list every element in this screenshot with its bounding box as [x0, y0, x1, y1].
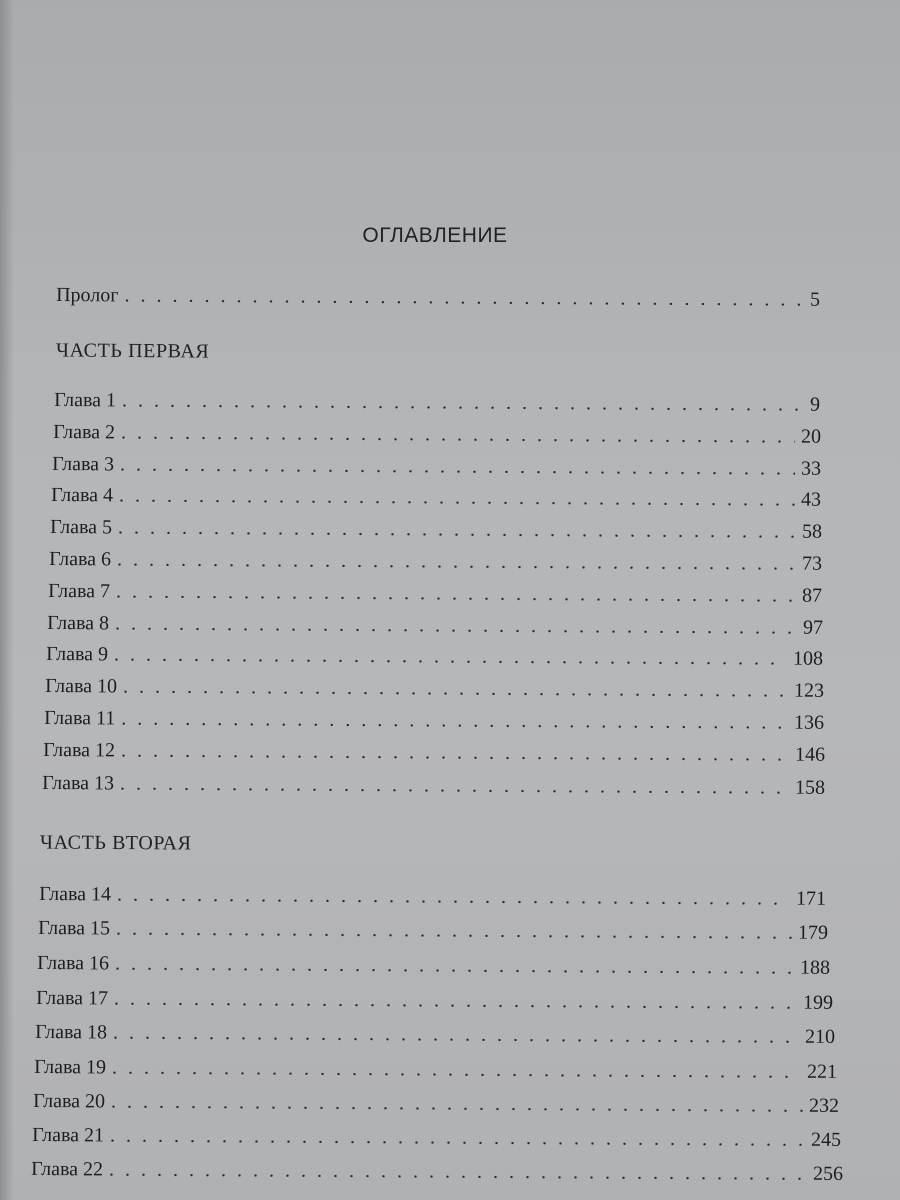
- toc-entry-label: Глава 7: [48, 580, 111, 603]
- toc-entry-label: Глава 16: [37, 952, 110, 975]
- part-two-heading: ЧАСТЬ ВТОРАЯ: [40, 831, 192, 855]
- toc-entry-label: Глава 9: [46, 643, 109, 666]
- toc-entry-label: Глава 10: [45, 675, 118, 698]
- toc-leader-dots: [116, 580, 796, 607]
- toc-entry-page: 97: [803, 616, 824, 639]
- toc-leader-dots: [121, 421, 795, 448]
- toc-entry-chapter: [50, 516, 822, 549]
- toc-entry-page: 199: [803, 991, 834, 1014]
- toc-entry-chapter: [46, 643, 823, 676]
- toc-entry-page: 136: [794, 711, 825, 734]
- toc-entry-prologue: [56, 284, 820, 317]
- toc-entry-chapter: [51, 484, 821, 517]
- toc-entry-label: Глава 21: [32, 1124, 105, 1147]
- toc-leader-dots: [114, 643, 787, 670]
- toc-entry-chapter: [47, 612, 823, 645]
- toc-leader-dots: [121, 739, 789, 766]
- toc-entry-chapter: [52, 453, 821, 486]
- toc-leader-dots: [115, 612, 797, 639]
- toc-entry-label: Глава 8: [47, 612, 110, 635]
- toc-leader-dots: [110, 1124, 805, 1151]
- toc-entry-chapter: [54, 389, 820, 422]
- toc-leader-dots: [117, 883, 790, 910]
- page-binding-shadow: [0, 0, 14, 1200]
- toc-entry-label: Глава 3: [52, 453, 115, 476]
- toc-entry-page: 221: [807, 1060, 838, 1083]
- toc-entry-chapter: [33, 1090, 839, 1123]
- part-one-heading: ЧАСТЬ ПЕРВАЯ: [56, 339, 210, 363]
- toc-entry-page: 43: [801, 488, 822, 511]
- toc-leader-dots: [121, 707, 788, 734]
- toc-leader-dots: [116, 917, 792, 944]
- toc-entry-chapter: [43, 739, 825, 772]
- toc-entry-label: Глава 4: [51, 484, 114, 507]
- toc-entry-chapter: [32, 1124, 841, 1157]
- toc-leader-dots: [113, 1021, 799, 1048]
- toc-entry-label: Глава 2: [53, 421, 116, 444]
- toc-entry-chapter: [42, 772, 825, 805]
- toc-entry-page: 256: [813, 1162, 844, 1185]
- toc-entry-page: 87: [802, 584, 823, 607]
- toc-entry-chapter: [49, 548, 822, 581]
- toc-entry-label: Глава 19: [34, 1056, 107, 1079]
- toc-entry-label: Глава 18: [35, 1021, 108, 1044]
- toc-entry-page: 232: [809, 1094, 840, 1117]
- toc-entry-page: 179: [798, 921, 829, 944]
- toc-entry-chapter: [39, 883, 826, 916]
- toc-entry-label: Глава 6: [49, 548, 112, 571]
- toc-entry-page: 210: [805, 1025, 836, 1048]
- toc-leader-dots: [111, 1090, 803, 1117]
- toc-entry-chapter: [38, 917, 828, 950]
- toc-entry-label: Глава 20: [33, 1090, 106, 1113]
- toc-entry-label: Пролог: [56, 284, 119, 307]
- toc-leader-dots: [124, 284, 804, 311]
- toc-entry-chapter: [37, 952, 830, 985]
- toc-entry-page: 171: [796, 887, 827, 910]
- toc-entry-chapter: [35, 1021, 835, 1054]
- toc-entry-chapter: [48, 580, 822, 613]
- toc-entry-label: Глава 1: [54, 389, 117, 412]
- toc-entry-chapter: [53, 421, 821, 454]
- toc-entry-label: Глава 12: [43, 739, 116, 762]
- toc-entry-page: 245: [811, 1128, 842, 1151]
- toc-leader-dots: [120, 772, 789, 799]
- toc-entry-label: Глава 17: [36, 987, 109, 1010]
- toc-entry-label: Глава 22: [31, 1158, 104, 1181]
- toc-entry-page: 188: [800, 956, 831, 979]
- toc-entry-page: 5: [810, 288, 821, 311]
- toc-entry-label: Глава 13: [42, 772, 115, 795]
- toc-leader-dots: [120, 453, 795, 480]
- toc-entry-page: 58: [802, 520, 823, 543]
- toc-entry-page: 146: [795, 743, 826, 766]
- toc-entry-page: 20: [801, 425, 822, 448]
- toc-entry-page: 123: [794, 679, 825, 702]
- toc-title: ОГЛАВЛЕНИЕ: [362, 224, 508, 247]
- toc-leader-dots: [109, 1158, 807, 1185]
- toc-entry-chapter: [45, 675, 824, 708]
- toc-entry-chapter: [34, 1056, 837, 1089]
- toc-entry-page: 108: [793, 647, 824, 670]
- toc-entry-chapter: [36, 987, 833, 1020]
- toc-entry-chapter: [44, 707, 824, 740]
- toc-entry-label: Глава 11: [44, 707, 116, 730]
- toc-entry-page: 158: [795, 776, 826, 799]
- toc-leader-dots: [118, 516, 796, 543]
- toc-entry-chapter: [31, 1158, 843, 1191]
- toc-leader-dots: [115, 952, 794, 979]
- toc-entry-label: Глава 5: [50, 516, 113, 539]
- toc-leader-dots: [114, 987, 797, 1014]
- toc-entry-page: 9: [810, 393, 821, 416]
- toc-leader-dots: [119, 484, 795, 511]
- toc-entry-page: 33: [801, 457, 822, 480]
- toc-entry-label: Глава 15: [38, 917, 111, 940]
- toc-entry-label: Глава 14: [39, 883, 112, 906]
- toc-leader-dots: [123, 675, 788, 702]
- toc-entry-page: 73: [802, 552, 823, 575]
- toc-leader-dots: [117, 548, 796, 575]
- toc-leader-dots: [122, 389, 804, 416]
- toc-leader-dots: [112, 1056, 801, 1083]
